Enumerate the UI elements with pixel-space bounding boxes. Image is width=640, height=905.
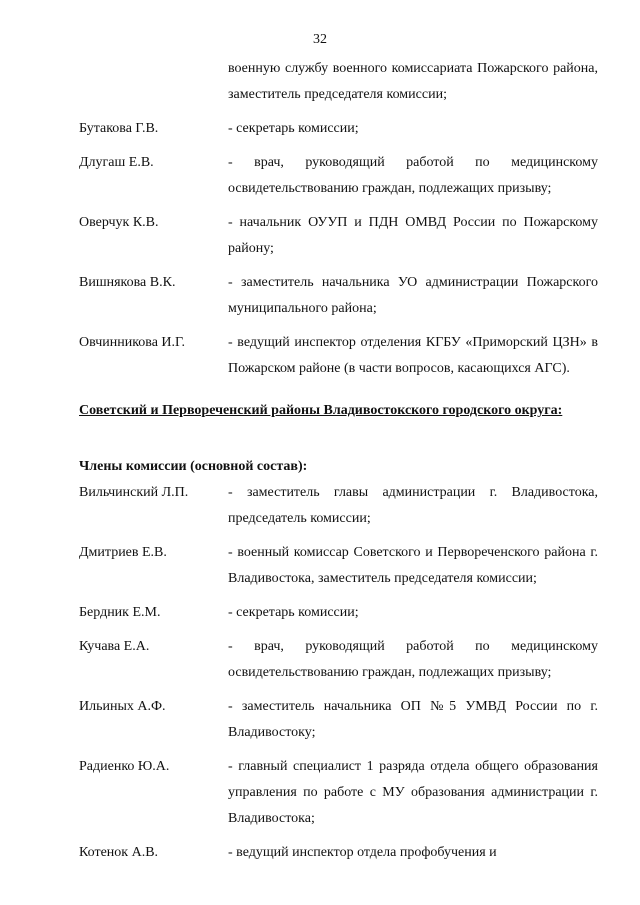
member-role: - заместитель начальника ОП №5 УМВД России по г. Владивостоку; <box>228 699 598 740</box>
section-subtitle: Члены комиссии (основной состав): <box>79 459 308 474</box>
member-name: Кучава Е.А. <box>79 639 150 654</box>
member-name: Дмитриев Е.В. <box>79 545 167 560</box>
member-row <box>79 270 598 322</box>
member-row <box>79 210 598 262</box>
member-role: - секретарь комиссии; <box>228 121 359 136</box>
member-name: Котенок А.В. <box>79 845 159 860</box>
member-row <box>79 634 598 686</box>
member-row <box>79 754 598 832</box>
member-role: - заместитель начальника УО администрации Пожарского муниципального района; <box>228 275 598 316</box>
member-row <box>79 694 598 746</box>
member-name: Вильчинский Л.П. <box>79 485 189 500</box>
member-role: - начальник ОУУП и ПДН ОМВД России по Пожарскому району; <box>228 215 598 256</box>
member-row <box>79 840 598 866</box>
page-number: 32 <box>313 32 327 47</box>
member-role: - врач, руководящий работой по медицинскому освидетельствованию граждан, подлежащих призыву; <box>228 155 598 196</box>
member-role: военную службу военного комиссариата Пожарского района, заместитель председателя комиссии; <box>228 61 598 102</box>
member-role: - заместитель главы администрации г. Владивостока, председатель комиссии; <box>228 485 598 526</box>
continuation-row <box>79 56 598 108</box>
member-name: Длугаш Е.В. <box>79 155 154 170</box>
member-role: - ведущий инспектор отделения КГБУ «Приморский ЦЗН» в Пожарском районе (в части вопросов, касающихся АГС). <box>228 335 598 376</box>
member-row <box>79 480 598 532</box>
section-title: Советский и Первореченский районы Владивостокского городского округа: <box>79 403 563 418</box>
member-name: Бутакова Г.В. <box>79 121 159 136</box>
member-name: Вишнякова В.К. <box>79 275 176 290</box>
document-body <box>79 56 598 874</box>
member-role: - секретарь комиссии; <box>228 605 359 620</box>
member-role: - врач, руководящий работой по медицинскому освидетельствованию граждан, подлежащих призыву; <box>228 639 598 680</box>
member-row <box>79 540 598 592</box>
member-role: - ведущий инспектор отдела профобучения и <box>228 845 497 860</box>
member-name: Овчинникова И.Г. <box>79 335 186 350</box>
member-name: Бердник Е.М. <box>79 605 161 620</box>
member-role: - главный специалист 1 разряда отдела общего образования управления по работе с МУ образования администрации г. Владивостока; <box>228 759 598 826</box>
member-name: Оверчук К.В. <box>79 215 159 230</box>
member-name: Радиенко Ю.А. <box>79 759 170 774</box>
member-row <box>79 330 598 382</box>
member-name <box>79 56 228 108</box>
member-row <box>79 150 598 202</box>
member-role: - военный комиссар Советского и Первореченского района г. Владивостока, заместитель председателя комиссии; <box>228 545 598 586</box>
member-row <box>79 116 598 142</box>
member-row <box>79 600 598 626</box>
member-name: Ильиных А.Ф. <box>79 699 166 714</box>
